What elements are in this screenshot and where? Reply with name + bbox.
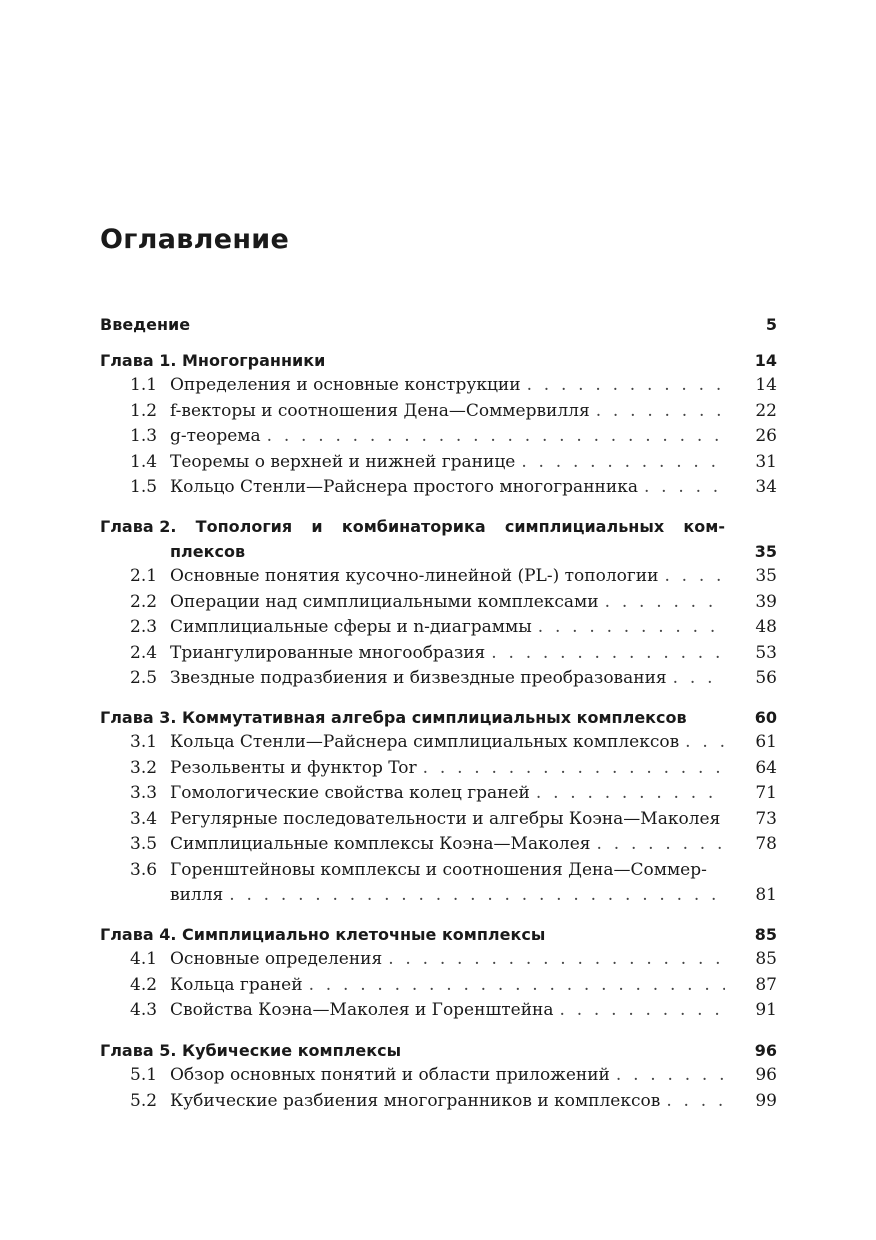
section-title: Регулярные последовательности и алгебры Коэна—Маколея	[170, 808, 721, 829]
chapter-title: Глава 4. Симплициально клеточные комплексы	[100, 925, 546, 944]
section-title: Основные определения	[170, 949, 383, 969]
section-title: Симплициальные комплексы Коэна—Маколея	[170, 834, 591, 854]
section-number: 4.1	[130, 949, 158, 969]
dot-leader	[660, 1089, 725, 1115]
toc-chapter-4	[100, 922, 777, 1024]
section-title: Теоремы о верхней и нижней границе	[170, 451, 516, 472]
section-number: 3.5	[130, 834, 158, 854]
section-page: 73	[755, 808, 777, 829]
section-page: 26	[755, 426, 777, 446]
section-title: Свойства Коэна—Маколея и Горенштейна	[170, 1000, 554, 1020]
toc-section[interactable]	[100, 807, 777, 833]
dot-leader	[382, 947, 725, 973]
section-number: 2.4	[130, 642, 158, 663]
dot-leader	[658, 564, 725, 590]
chapter-title-line-1	[100, 514, 777, 539]
chapter-heading[interactable]	[100, 922, 777, 947]
chapter-title-word: Глава 2.	[100, 517, 177, 536]
dot-leader	[261, 424, 725, 450]
section-page: 31	[755, 451, 777, 472]
chapter-heading[interactable]	[100, 1038, 777, 1063]
dot-leader	[417, 756, 725, 782]
toc-section[interactable]	[100, 832, 777, 858]
section-page: 81	[755, 885, 777, 905]
chapter-title: Глава 3. Коммутативная алгебра симплициальных комплексов	[100, 708, 687, 727]
dot-leader	[223, 883, 725, 909]
section-number: 2.1	[130, 566, 158, 586]
section-page: 56	[755, 668, 777, 688]
dot-leader	[591, 832, 725, 858]
section-page: 53	[755, 642, 777, 663]
section-number: 3.3	[130, 783, 158, 803]
section-page: 14	[755, 375, 777, 395]
section-number: 2.2	[130, 591, 158, 612]
section-title: Звездные подразбиения и бизвездные преобразования	[170, 668, 667, 688]
page-title: Оглавление	[100, 224, 290, 255]
toc-section[interactable]	[100, 1063, 777, 1089]
toc-section[interactable]	[100, 615, 777, 641]
section-title: Операции над симплициальными комплексами	[170, 591, 599, 612]
section-title: Кольцо Стенли—Райснера простого многогранника	[170, 477, 638, 497]
section-title: Обзор основных понятий и области приложений	[170, 1065, 610, 1085]
section-title-line-1: Горенштейновы комплексы и соотношения Дена—Соммер-	[170, 859, 707, 880]
chapter-page: 14	[754, 351, 777, 370]
dot-leader	[530, 781, 725, 807]
section-title: Кольца граней	[170, 974, 303, 995]
dot-leader	[515, 450, 725, 476]
chapter-heading-continued[interactable]	[100, 539, 777, 564]
toc-section[interactable]	[100, 781, 777, 807]
toc-section[interactable]	[100, 947, 777, 973]
toc-section[interactable]	[100, 450, 777, 476]
intro-label: Введение	[100, 315, 191, 334]
toc-section[interactable]	[100, 858, 777, 884]
section-title: Кубические разбиения многогранников и комплексов	[170, 1090, 661, 1111]
chapter-page: 96	[754, 1041, 777, 1060]
section-number: 3.1	[130, 732, 158, 752]
section-title: Резольвенты и функтор Tor	[170, 757, 417, 778]
toc-section[interactable]	[100, 1089, 777, 1115]
section-page: 39	[755, 591, 777, 612]
toc-intro-entry[interactable]	[100, 312, 777, 337]
section-title-line-2: вилля	[170, 885, 224, 905]
dot-leader	[590, 399, 725, 425]
section-title: Определения и основные конструкции	[170, 375, 521, 395]
section-title: Кольца Стенли—Райснера симплициальных комплексов	[170, 732, 680, 752]
chapter-page: 60	[754, 708, 777, 727]
section-number: 4.2	[130, 974, 158, 995]
chapter-page: 35	[754, 542, 777, 561]
section-number: 3.6	[130, 859, 158, 880]
toc-section-continued[interactable]	[100, 883, 777, 909]
dot-leader	[638, 475, 725, 501]
section-page: 22	[755, 400, 777, 421]
section-number: 3.2	[130, 757, 158, 778]
toc-section[interactable]	[100, 399, 777, 425]
dot-leader	[485, 641, 725, 667]
section-number: 1.4	[130, 451, 158, 472]
section-number: 3.4	[130, 808, 158, 829]
toc-section[interactable]	[100, 475, 777, 501]
chapter-title-line-2: плексов	[170, 542, 246, 561]
section-title: Гомологические свойства колец граней	[170, 783, 530, 803]
section-number: 2.5	[130, 668, 158, 688]
dot-leader	[667, 666, 725, 692]
section-page: 64	[755, 757, 777, 778]
section-number: 2.3	[130, 617, 158, 637]
section-title: g-теорема	[170, 426, 261, 446]
dot-leader	[554, 998, 725, 1024]
section-number: 1.2	[130, 400, 158, 421]
toc-section[interactable]	[100, 998, 777, 1024]
toc-section[interactable]	[100, 641, 777, 667]
section-title: Симплициальные сферы и n-диаграммы	[170, 617, 532, 637]
section-number: 4.3	[130, 1000, 158, 1020]
toc-section[interactable]	[100, 590, 777, 616]
section-page: 34	[755, 477, 777, 497]
section-number: 5.1	[130, 1065, 158, 1085]
chapter-title: Глава 1. Многогранники	[100, 351, 326, 370]
section-page: 48	[755, 617, 777, 637]
dot-leader	[521, 373, 725, 399]
chapter-heading[interactable]	[100, 514, 777, 539]
chapter-heading[interactable]	[100, 705, 777, 730]
section-number: 1.5	[130, 477, 158, 497]
toc-chapter-5	[100, 1038, 777, 1114]
section-number: 1.3	[130, 426, 158, 446]
chapter-title-word: Топология	[195, 517, 293, 536]
section-page: 61	[755, 732, 777, 752]
toc-section[interactable]	[100, 666, 777, 692]
chapter-title: Глава 5. Кубические комплексы	[100, 1041, 402, 1060]
section-page: 91	[755, 1000, 777, 1020]
chapter-title-word: и	[311, 517, 323, 536]
section-title: Триангулированные многообразия	[170, 642, 486, 663]
section-page: 96	[755, 1065, 777, 1085]
intro-page: 5	[765, 315, 777, 334]
dot-leader	[679, 730, 725, 756]
section-page: 85	[755, 949, 777, 969]
toc-section[interactable]	[100, 424, 777, 450]
toc-section[interactable]	[100, 564, 777, 590]
section-page: 35	[755, 566, 777, 586]
section-title: f-векторы и соотношения Дена—Соммервилля	[170, 400, 590, 421]
section-page: 78	[755, 834, 777, 854]
section-page: 87	[755, 974, 777, 995]
dot-leader	[303, 973, 725, 999]
chapter-title-word: комбинаторика	[341, 517, 486, 536]
toc-section[interactable]	[100, 756, 777, 782]
toc-section[interactable]	[100, 730, 777, 756]
chapter-page: 85	[754, 925, 777, 944]
chapter-title-word: ком-	[683, 517, 725, 536]
toc-section[interactable]	[100, 973, 777, 999]
chapter-heading[interactable]	[100, 348, 777, 373]
chapter-title-word: симплициальных	[504, 517, 665, 536]
section-number: 1.1	[130, 375, 158, 395]
dot-leader	[532, 615, 725, 641]
section-number: 5.2	[130, 1090, 158, 1111]
toc-chapter-2	[100, 514, 777, 692]
toc-chapter-1	[100, 348, 777, 501]
section-page: 71	[755, 783, 777, 803]
dot-leader	[599, 590, 725, 616]
section-title: Основные понятия кусочно-линейной (PL-) топологии	[170, 566, 659, 586]
toc-chapter-3	[100, 705, 777, 909]
section-page: 99	[755, 1090, 777, 1111]
dot-leader	[610, 1063, 725, 1089]
toc-section[interactable]	[100, 373, 777, 399]
